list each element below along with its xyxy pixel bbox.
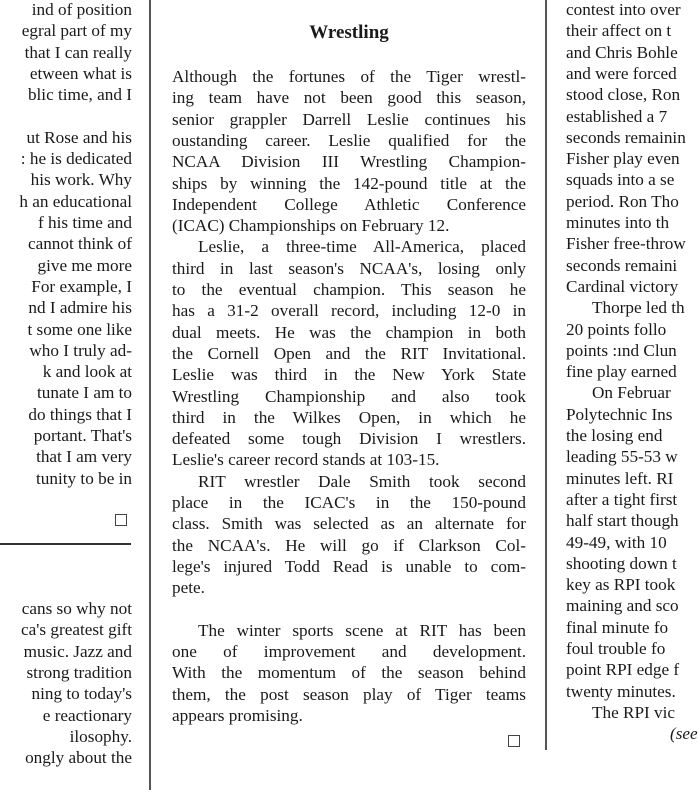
text-line: give me more bbox=[37, 255, 132, 275]
text-line: k and look at bbox=[42, 362, 132, 382]
text-line: h an educational bbox=[19, 191, 132, 211]
article-line: ing team have not been good this season, bbox=[172, 88, 526, 108]
text-line: 49-49, with 10 bbox=[566, 532, 667, 552]
article-line: third in last season's NCAA's, losing only bbox=[172, 258, 526, 278]
text-line: For example, I bbox=[31, 276, 132, 296]
article-line: third in the Wilkes Open, in which he bbox=[172, 407, 526, 427]
article-divider bbox=[0, 543, 131, 545]
text-line: point RPI edge f bbox=[566, 660, 680, 680]
text-line: blic time, and I bbox=[27, 85, 132, 105]
text-line: portant. That's bbox=[33, 426, 132, 445]
article-line: the Cornell Open and the RIT Invitational. bbox=[172, 343, 526, 363]
wrestling-article bbox=[172, 0, 526, 800]
article-line: defeated some tough Division I wrestlers. bbox=[172, 429, 526, 449]
article-line: dual meets. He was the champion in both bbox=[172, 322, 526, 342]
text-line: the losing end bbox=[566, 426, 663, 445]
text-line: ca's greatest gift bbox=[21, 620, 132, 640]
text-line: do things that I bbox=[28, 404, 132, 424]
text-line: nd I admire his bbox=[28, 298, 132, 318]
text-line: his work. Why bbox=[30, 170, 132, 190]
text-line: and Chris Bohle bbox=[566, 42, 678, 62]
text-line: twenty minutes. bbox=[566, 681, 676, 701]
article-line: class. Smith was selected as an alternate for bbox=[172, 514, 526, 534]
text-line: that I can really bbox=[24, 42, 132, 62]
text-line: key as RPI took bbox=[566, 575, 676, 595]
left-column bbox=[0, 0, 132, 800]
text-line: On Februar bbox=[592, 383, 671, 403]
text-line: fine play earned bbox=[566, 362, 677, 382]
article-line: The winter sports scene at RIT has been bbox=[198, 620, 526, 640]
article-line: Independent College Athletic Conference bbox=[172, 194, 526, 214]
text-line: tunate I am to bbox=[37, 383, 132, 403]
text-line: Fisher play even bbox=[566, 149, 680, 169]
text-line: minutes into th bbox=[566, 213, 670, 232]
text-line: t some one like bbox=[27, 319, 132, 339]
text-line: foul trouble fo bbox=[566, 639, 666, 658]
article-line: Wrestling Championship and also took bbox=[172, 386, 526, 406]
article-line: the NCAA's. He will go if Clarkson Col- bbox=[172, 535, 526, 555]
article-heading: Wrestling bbox=[309, 22, 389, 43]
right-column bbox=[566, 0, 700, 800]
article-line: (ICAC) Championships on February 12. bbox=[172, 216, 450, 236]
text-line: cans so why not bbox=[21, 599, 132, 618]
end-mark-icon bbox=[508, 735, 520, 747]
article-line: Although the fortunes of the Tiger wrestl- bbox=[172, 67, 526, 86]
continuation-note: (see bbox=[670, 724, 698, 744]
text-line: ind of position bbox=[31, 0, 132, 19]
text-line: ning to today's bbox=[31, 684, 132, 704]
text-line: points :ınd Clun bbox=[566, 340, 677, 360]
text-line: half start though bbox=[566, 511, 679, 531]
text-line: strong tradition bbox=[26, 662, 132, 682]
text-line: squads into a se bbox=[566, 170, 675, 190]
article-line: pete. bbox=[172, 578, 205, 598]
text-line: their affect on t bbox=[566, 21, 672, 41]
text-line: contest into over bbox=[566, 0, 681, 19]
article-line: appears promising. bbox=[172, 706, 303, 725]
text-line: maining and sco bbox=[566, 596, 679, 616]
article-line: RIT wrestler Dale Smith took second bbox=[198, 471, 526, 491]
article-line: one of improvement and development. bbox=[172, 642, 526, 662]
text-line: f his time and bbox=[37, 213, 132, 232]
article-line: Leslie was third in the New York State bbox=[172, 365, 526, 385]
text-line: Polytechnic Ins bbox=[566, 404, 673, 424]
article-line: NCAA Division III Wrestling Champion- bbox=[172, 152, 526, 172]
text-line: period. Ron Tho bbox=[566, 191, 679, 211]
article-line: place in the ICAC's in the 150-pound bbox=[172, 493, 526, 512]
text-line: Cardinal victory bbox=[566, 276, 679, 296]
text-line: established a 7 bbox=[566, 106, 668, 126]
text-line: etween what is bbox=[29, 63, 132, 83]
text-line: ongly about the bbox=[25, 748, 132, 768]
text-line: minutes left. RI bbox=[566, 468, 674, 488]
text-line: e reactionary bbox=[42, 705, 132, 725]
article-line: Leslie, a three-time All-America, placed bbox=[198, 237, 526, 257]
text-line: and were forced bbox=[566, 63, 677, 83]
text-line: that I am very bbox=[36, 447, 132, 467]
text-line: ut Rose and his bbox=[26, 127, 132, 147]
article-line: has a 31-2 overall record, including 12-0 in bbox=[172, 301, 526, 321]
text-line: egral part of my bbox=[21, 21, 132, 41]
text-line: music. Jazz and bbox=[23, 641, 132, 661]
text-line: leading 55-53 w bbox=[566, 447, 678, 467]
text-line: Thorpe led th bbox=[592, 298, 685, 318]
text-line: stood close, Ron bbox=[566, 85, 681, 105]
article-line: to the eventual champion. This season he bbox=[172, 280, 526, 299]
text-line: seconds remainin bbox=[566, 127, 686, 147]
text-line: who I truly ad- bbox=[29, 340, 132, 360]
column-rule-left bbox=[149, 0, 151, 790]
article-line: lege's injured Todd Read is unable to com- bbox=[172, 556, 526, 576]
text-line: ilosophy. bbox=[69, 726, 132, 746]
article-line: ships by winning the 142-pound title at the bbox=[172, 173, 526, 193]
article-line: With the momentum of the season behind bbox=[172, 663, 526, 683]
text-line: The RPI vic bbox=[592, 702, 676, 722]
article-line: Leslie's career record stands at 103-15. bbox=[172, 450, 440, 470]
text-line: 20 points follo bbox=[566, 319, 667, 339]
article-line: oustanding career. Leslie qualified for the bbox=[172, 130, 526, 150]
article-line: senior grappler Darrell Leslie continues his bbox=[172, 109, 526, 129]
article-line: them, the post season play of Tiger teams bbox=[172, 684, 526, 704]
text-line: tunity to be in bbox=[36, 468, 132, 488]
text-line: seconds remaini bbox=[566, 255, 678, 275]
text-line: after a tight first bbox=[566, 489, 678, 509]
text-line: : he is dedicated bbox=[20, 149, 132, 169]
text-line: cannot think of bbox=[27, 234, 132, 254]
text-line: final minute fo bbox=[566, 617, 669, 637]
column-rule-right bbox=[545, 0, 547, 750]
end-mark-icon bbox=[115, 514, 127, 526]
text-line: Fisher free-throw bbox=[566, 234, 686, 254]
text-line: shooting down t bbox=[566, 553, 677, 573]
